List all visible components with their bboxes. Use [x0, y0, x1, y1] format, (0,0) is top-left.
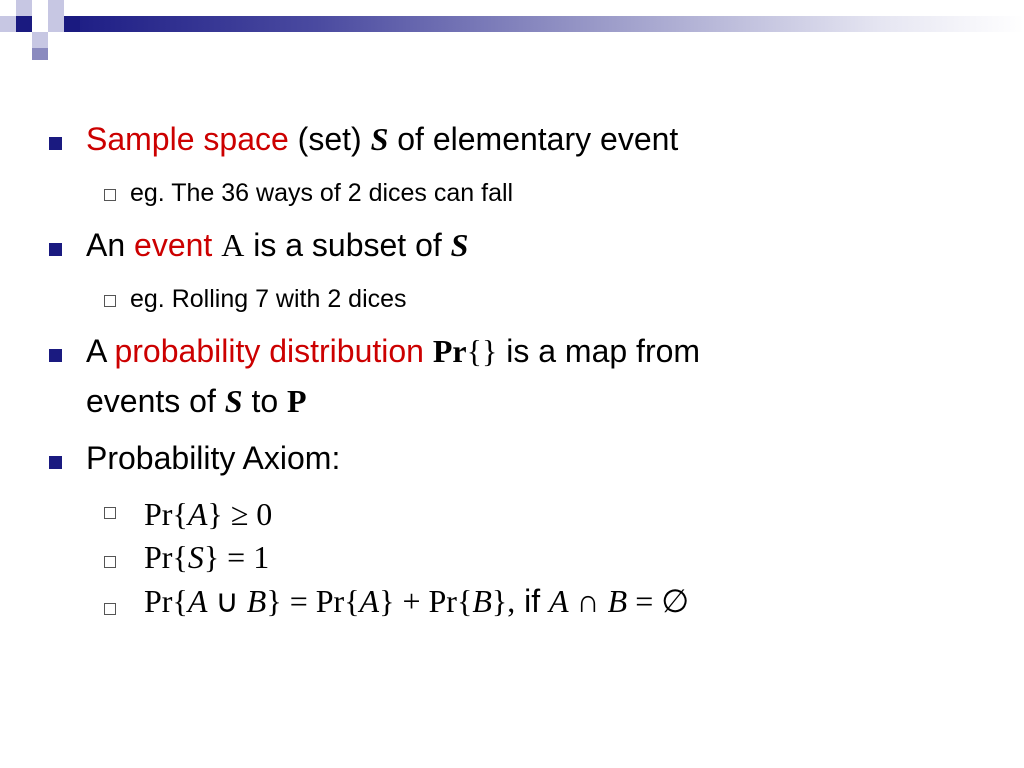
formula-var: B — [607, 583, 628, 619]
bullet-text: of elementary event — [388, 121, 679, 157]
formula-if-word: if — [515, 583, 549, 619]
formula-part: Pr{ — [428, 583, 473, 619]
header-square — [32, 0, 48, 16]
header-square — [48, 0, 64, 16]
sub-bullet-rolling-7: eg. Rolling 7 with 2 dices — [130, 285, 407, 313]
header-gradient-bar — [80, 16, 1024, 32]
bullet-probability-distribution-line2 — [86, 383, 307, 420]
bullet-square-icon — [49, 456, 62, 469]
formula-part: } — [207, 496, 223, 532]
bullet-probability-distribution — [86, 333, 700, 370]
bullet-square-icon — [49, 243, 62, 256]
formula-part: = ∅ — [627, 583, 690, 619]
checkbox-bullet-icon — [104, 507, 116, 519]
sub-bullet-36-ways: eg. The 36 ways of 2 dices can fall — [130, 179, 514, 207]
header-square — [32, 32, 48, 48]
term-probability-distribution: probability distribution — [114, 333, 424, 369]
header-square — [32, 48, 48, 60]
formula-part: }, — [491, 583, 516, 619]
formula-part: Pr{ — [144, 583, 188, 619]
axiom-nonnegativity — [144, 496, 272, 533]
symbol-s: S — [224, 383, 243, 419]
formula-part: Pr{ — [315, 583, 360, 619]
formula-part: Pr{ — [144, 539, 188, 575]
symbol-s: S — [370, 121, 389, 157]
term-event: event — [134, 227, 213, 263]
formula-part: ∪ — [207, 583, 247, 619]
bullet-text: (set) — [288, 121, 371, 157]
bullet-event — [86, 227, 468, 264]
bullet-text — [424, 333, 433, 369]
formula-part: } — [203, 539, 220, 575]
bullet-text: to — [242, 383, 288, 419]
checkbox-bullet-icon — [104, 556, 116, 568]
formula-part: = 1 — [219, 539, 270, 575]
formula-var: B — [246, 583, 267, 619]
header-square — [48, 16, 64, 32]
formula-part: ≥ 0 — [222, 496, 273, 532]
symbol-s: S — [450, 227, 469, 263]
bullet-text — [212, 227, 221, 263]
formula-var: B — [472, 583, 492, 619]
bullet-text: events of — [86, 383, 225, 419]
header-square — [0, 0, 16, 16]
checkbox-bullet-icon — [104, 189, 116, 201]
symbol-braces: {} — [466, 333, 498, 369]
checkbox-bullet-icon — [104, 295, 116, 307]
formula-var: S — [187, 539, 204, 575]
formula-var: A — [549, 583, 569, 619]
bullet-square-icon — [49, 349, 62, 362]
bullet-square-icon — [49, 137, 62, 150]
term-sample-space: Sample space — [86, 121, 289, 157]
symbol-p: P — [287, 383, 307, 419]
formula-part: } + — [379, 583, 429, 619]
checkbox-bullet-icon — [104, 603, 116, 615]
header-square — [0, 16, 16, 32]
formula-part: ∩ — [568, 583, 608, 619]
bullet-text: An — [86, 227, 135, 263]
formula-var: A — [187, 496, 208, 532]
axiom-additivity — [144, 582, 689, 620]
formula-var: A — [187, 583, 208, 619]
symbol-pr: Pr — [432, 333, 467, 369]
bullet-text: is a map from — [497, 333, 701, 369]
symbol-a: A — [221, 227, 245, 263]
header-square — [16, 0, 32, 16]
formula-part: } = — [266, 583, 316, 619]
header-square — [64, 16, 80, 32]
bullet-sample-space — [86, 121, 678, 158]
header-square — [0, 32, 16, 48]
bullet-text: A — [86, 333, 115, 369]
bullet-text: is a subset of — [244, 227, 451, 263]
formula-var: A — [359, 583, 380, 619]
axiom-normalization — [144, 539, 269, 576]
header-square — [16, 16, 32, 32]
bullet-probability-axiom: Probability Axiom: — [86, 440, 341, 476]
formula-part: Pr{ — [144, 496, 188, 532]
